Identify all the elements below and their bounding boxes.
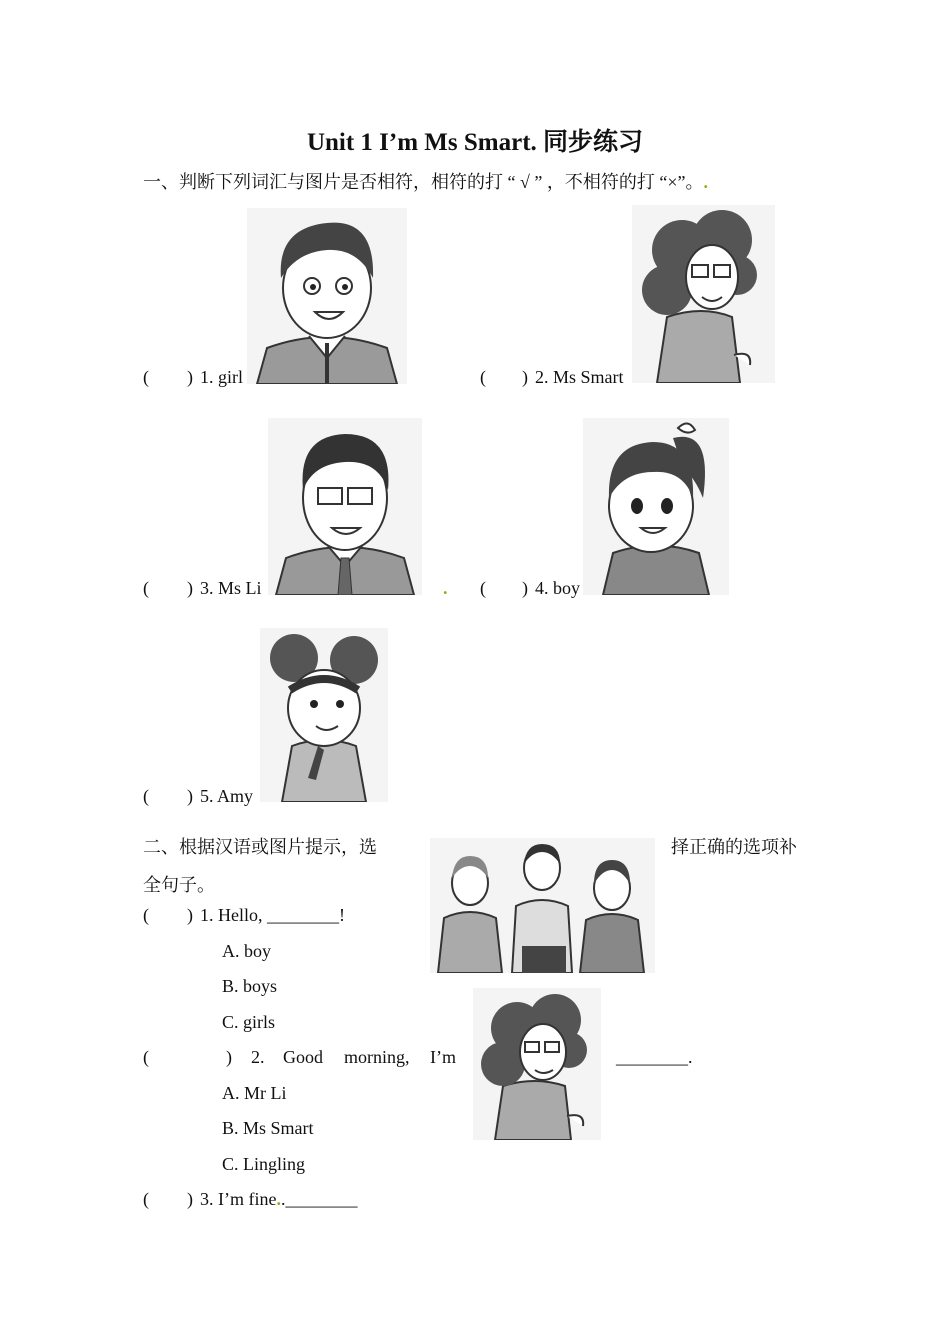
q1-option-a: A. boy <box>222 941 271 961</box>
q2-number: 2. <box>251 1047 265 1067</box>
section1-instruction <box>143 168 708 194</box>
item3-paren-open: ( <box>143 578 149 598</box>
q2-word-im: I’m <box>430 1047 456 1067</box>
three-boys-picture <box>430 838 655 973</box>
item4-paren-open: ( <box>480 578 486 598</box>
q3-paren-open: ( <box>143 1189 149 1209</box>
decorative-dot: . <box>703 172 708 192</box>
q2-word-good: Good <box>283 1047 323 1067</box>
q3-text-b: .________ <box>280 1189 358 1209</box>
q1-paren-close: ) <box>187 905 193 925</box>
q2-blank: ________. <box>616 1047 693 1067</box>
q1-paren-open: ( <box>143 905 149 925</box>
q2-option-a: A. Mr Li <box>222 1083 287 1103</box>
item2-paren-close: ) <box>522 367 528 387</box>
q2-paren-open: ( <box>143 1047 149 1067</box>
section1-instruction-text: 一、判断下列词汇与图片是否相符，相符的打 “ √ ” ，不相符的打 “×”。 <box>143 172 704 192</box>
item5-paren-close: ) <box>187 786 193 806</box>
item1-label: 1. girl <box>200 367 243 387</box>
decorative-dot: . <box>276 1189 281 1209</box>
q2-word-morning: morning, <box>344 1047 410 1067</box>
q2-option-b: B. Ms Smart <box>222 1118 314 1138</box>
ms-smart-picture-2 <box>473 988 601 1140</box>
item3-paren-close: ) <box>187 578 193 598</box>
section2-instruction-line2: 全句子。 <box>143 875 215 895</box>
decorative-dot: . <box>443 578 448 598</box>
q1-option-c: C. girls <box>222 1012 276 1032</box>
q3-text <box>200 1189 357 1210</box>
page-title: Unit 1 I’m Ms Smart. 同步练习 <box>306 129 644 156</box>
q2-paren-close: ) <box>226 1047 232 1067</box>
item1-paren-open: ( <box>143 367 149 387</box>
q1-option-b: B. boys <box>222 976 278 996</box>
section2-instruction-part2: 择正确的选项补 <box>671 837 797 857</box>
item5-label: 5. Amy <box>200 786 254 806</box>
boy-picture <box>247 208 407 384</box>
item2-paren-open: ( <box>480 367 486 387</box>
q1-text: 1. Hello, ________! <box>200 905 345 925</box>
q3-text-a: 3. I’m fine <box>200 1189 277 1209</box>
item4-paren-close: ) <box>522 578 528 598</box>
item3-label: 3. Ms Li <box>200 578 262 598</box>
q3-paren-close: ) <box>187 1189 193 1209</box>
girl-picture <box>583 418 729 595</box>
mr-li-picture <box>268 418 422 595</box>
item2-label: 2. Ms Smart <box>535 367 624 387</box>
item4-label: 4. boy <box>535 578 580 598</box>
amy-picture <box>260 628 388 802</box>
item1-paren-close: ) <box>187 367 193 387</box>
item5-paren-open: ( <box>143 786 149 806</box>
ms-smart-picture <box>632 205 775 383</box>
section2-instruction-part1: 二、根据汉语或图片提示，选 <box>143 837 377 857</box>
q2-option-c: C. Lingling <box>222 1154 306 1174</box>
